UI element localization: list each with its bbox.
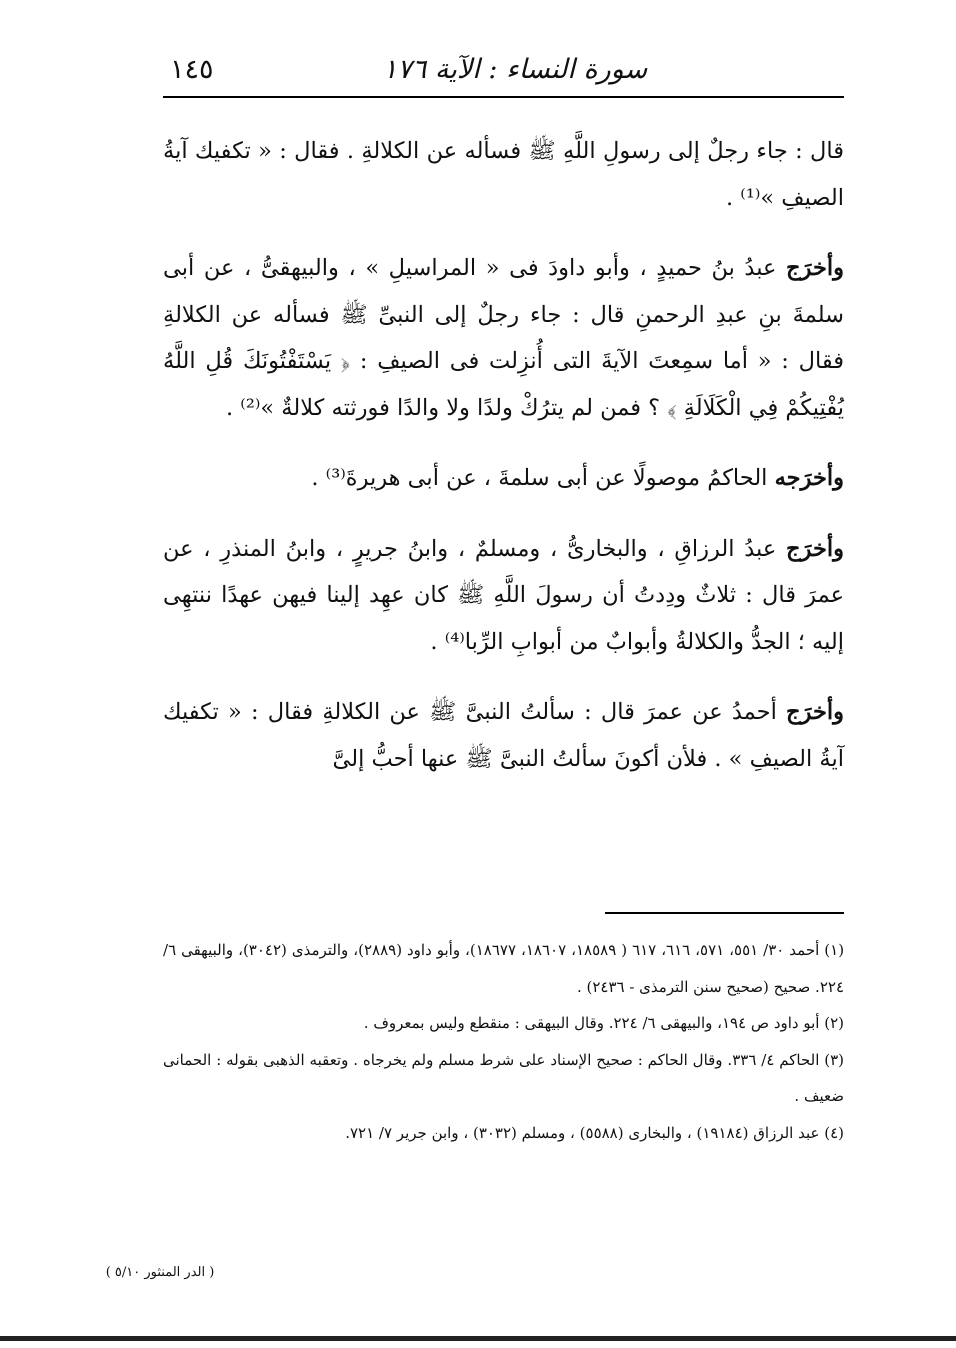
footnotes bbox=[163, 932, 844, 1151]
paragraph-4 bbox=[163, 526, 844, 666]
paragraph-lead: وأخرَجه bbox=[774, 465, 844, 491]
paragraph-5 bbox=[163, 689, 844, 782]
paragraph-text: عبدُ بنُ حميدٍ ، وأبو داودَ فى « المراسيلِ » ، والبيهقىُّ ، عن أبى سلمةَ بنِ عبدِ الرحمنِ قال : جاء رجلٌ إلى النبىِّ ﷺ فسأله عن الكلالةِ فقال : « أما سمِعتَ الآيةَ التى أُنزِلت فى الصيفِ : ﴿ يَسْتَفْتُونَكَ قُلِ اللَّهُ يُفْتِيكُمْ فِي الْكَلَالَةِ ﴾ ؟ فمن لم يترُكْ ولدًا ولا والدًا فورثته كلالةٌ »⁽²⁾ . bbox=[163, 255, 844, 421]
paragraph-text: قال : جاء رجلٌ إلى رسولِ اللَّهِ ﷺ فسأله عن الكلالةِ . فقال : « تكفيك آيةُ الصيفِ »⁽¹⁾ . bbox=[163, 138, 844, 211]
footnote-3: (٣) الحاكم ٤/ ٣٣٦. وقال الحاكم : صحيح الإسناد على شرط مسلم ولم يخرجاه . وتعقبه الذهبى بقوله : الحمانى ضعيف . bbox=[163, 1050, 845, 1105]
paragraph-lead: وأخرَج bbox=[786, 535, 844, 562]
paragraph-lead: وأخرَج bbox=[786, 699, 844, 725]
page-number: ١٤٥ bbox=[170, 54, 214, 85]
paragraph-lead: وأخرَج bbox=[786, 255, 844, 281]
paragraph-text: أحمدُ عن عمرَ قال : سألتُ النبىَّ ﷺ عن الكلالةِ فقال : « تكفيك آيةُ الصيفِ » . فلأن أكونَ سألتُ النبىَّ ﷺ عنها أحبُّ إلىَّ bbox=[163, 699, 844, 772]
paragraph-2 bbox=[163, 245, 844, 431]
bottom-border bbox=[0, 1336, 956, 1341]
footnote-rule bbox=[605, 912, 844, 914]
running-header-title: سورة النساء : الآية ١٧٦ bbox=[382, 54, 648, 85]
header-rule bbox=[163, 96, 844, 98]
paragraph-text: عبدُ الرزاقِ ، والبخارىُّ ، ومسلمٌ ، وابنُ جريرٍ ، وابنُ المنذرِ ، عن عمرَ قال : ثلاثٌ ودِدتُ أن رسولَ اللَّهِ ﷺ كان عهِد إلينا فيهن عهدًا ننتهِى إليه ؛ الجدُّ والكلالةُ وأبوابٌ من أبوابِ الرِّبا⁽⁴⁾ . bbox=[163, 535, 844, 655]
paragraph-text: الحاكمُ موصولًا عن أبى سلمةَ ، عن أبى هريرةَ⁽³⁾ . bbox=[311, 465, 775, 491]
footnote-4: (٤) عبد الرزاق (١٩١٨٤) ، والبخارى (٥٥٨٨) ، ومسلم (٣٠٣٢) ، وابن جرير ٧/ ٧٢١. bbox=[345, 1123, 844, 1142]
source-note: ( الدر المنثور ٥/١٠ ) bbox=[105, 1265, 215, 1280]
paragraph-3 bbox=[163, 455, 844, 502]
paragraph-1 bbox=[163, 128, 844, 221]
footnote-2: (٢) أبو داود ص ١٩٤، والبيهقى ٦/ ٢٢٤. وقال البيهقى : منقطع وليس بمعروف . bbox=[363, 1014, 844, 1032]
main-text bbox=[163, 128, 844, 782]
footnote-1: (١) أحمد ٣٠/ ٥٥١، ٥٧١، ٦١٦، ٦١٧ ( ١٨٥٨٩، ١٨٦٠٧، ١٨٦٧٧)، وأبو داود (٢٨٨٩)، والترمذى (٣٠٤٢)، والبيهقى ٦/ ٢٢٤. صحيح (صحيح سنن الترمذى - ٢٤٣٦) . bbox=[163, 941, 845, 996]
